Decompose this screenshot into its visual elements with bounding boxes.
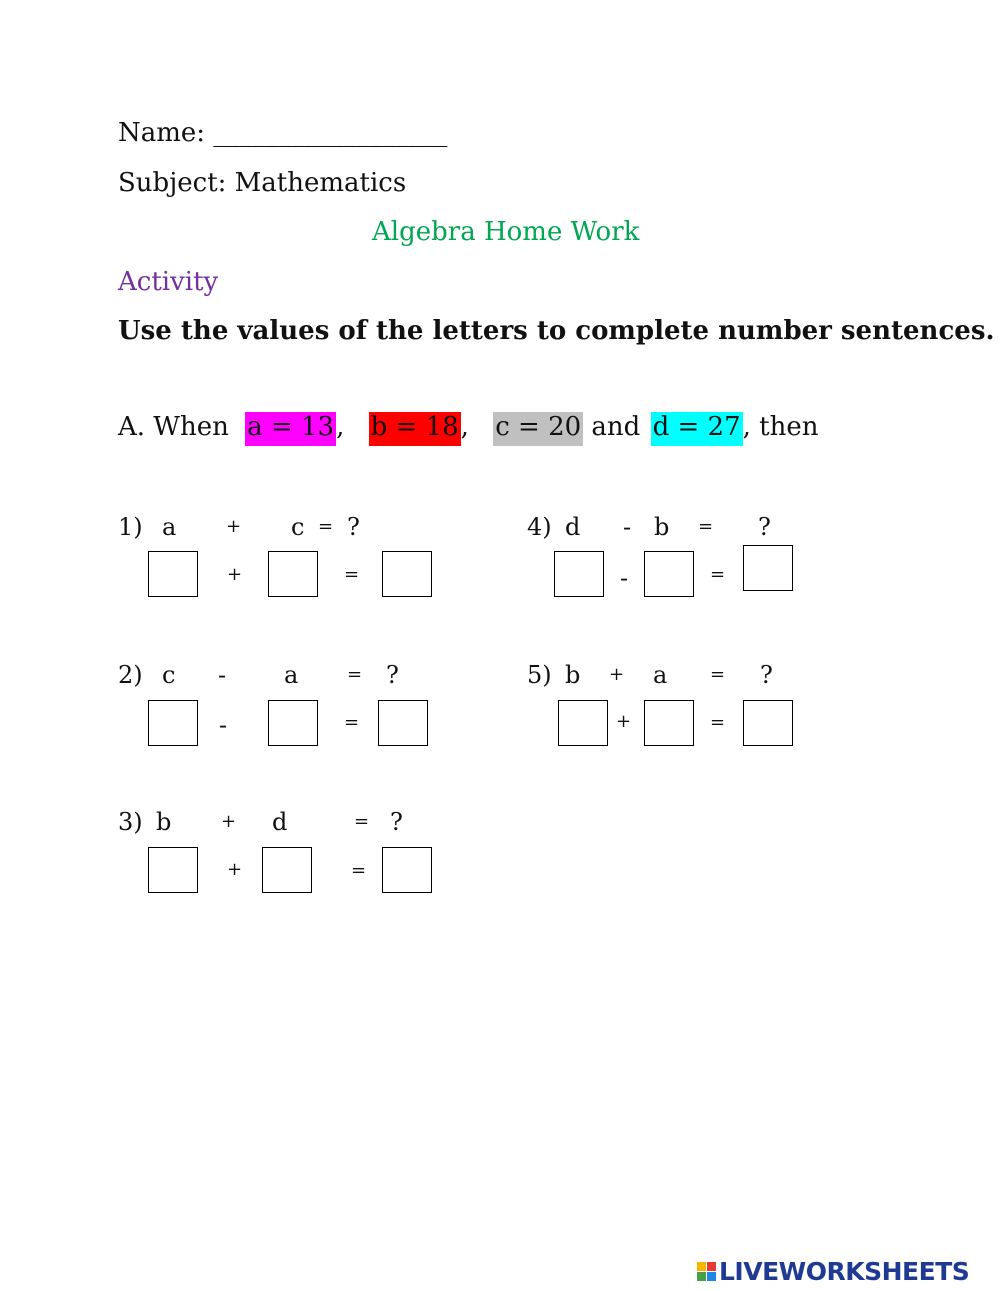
answer-box[interactable] — [148, 700, 198, 746]
problem-token: = — [710, 664, 726, 685]
answer-box[interactable] — [262, 847, 312, 893]
given-intro: A. When — [118, 412, 229, 442]
logo-mark-icon — [697, 1262, 716, 1281]
problem-token: = — [318, 516, 334, 537]
value-d-highlight: d = 27 — [651, 412, 743, 446]
brand-name: LIVEWORKSHEETS — [719, 1256, 970, 1286]
operator-sign: - — [620, 564, 629, 592]
problem-token: + — [226, 516, 242, 537]
problem-token: = — [354, 811, 370, 832]
problem-label: 2) — [118, 661, 143, 689]
problem-label: 5) — [527, 661, 552, 689]
answer-box[interactable] — [382, 551, 432, 597]
page-title: Algebra Home Work — [372, 217, 640, 247]
answer-box[interactable] — [268, 700, 318, 746]
comma: , — [336, 412, 345, 442]
instruction-text: Use the values of the letters to complete number sentences. — [118, 316, 995, 346]
operator-sign: + — [227, 859, 243, 880]
answer-box[interactable] — [743, 700, 793, 746]
problem-token: ? — [347, 513, 360, 541]
subject-line: Subject: Mathematics — [118, 168, 407, 198]
answer-box[interactable] — [554, 551, 604, 597]
problem-token: - — [623, 513, 632, 541]
problem-token: = — [698, 516, 714, 537]
problem-token: - — [218, 661, 227, 689]
answer-box[interactable] — [644, 551, 694, 597]
equals-sign: = — [351, 860, 367, 881]
answer-box[interactable] — [378, 700, 428, 746]
operator-sign: - — [219, 711, 228, 739]
problem-token: ? — [758, 513, 771, 541]
answer-box[interactable] — [382, 847, 432, 893]
answer-box[interactable] — [558, 700, 608, 746]
problem-token: a — [653, 661, 668, 689]
problem-token: d — [565, 513, 581, 541]
problem-token: + — [609, 664, 625, 685]
problem-token: d — [272, 808, 288, 836]
problem-label: 4) — [527, 513, 552, 541]
problem-label: 3) — [118, 808, 143, 836]
given-values-line — [118, 412, 818, 446]
comma: , — [460, 412, 469, 442]
value-c-highlight: c = 20 — [493, 412, 583, 446]
equals-sign: = — [344, 712, 360, 733]
equals-sign: = — [344, 564, 360, 585]
answer-box[interactable] — [268, 551, 318, 597]
problem-token: b — [156, 808, 172, 836]
value-a-highlight: a = 13 — [245, 412, 336, 446]
equals-sign: = — [710, 564, 726, 585]
problem-token: ? — [390, 808, 403, 836]
problem-token: ? — [760, 661, 773, 689]
problem-token: ? — [386, 661, 399, 689]
answer-box[interactable] — [148, 551, 198, 597]
problem-token: a — [284, 661, 299, 689]
operator-sign: + — [227, 564, 243, 585]
and-word: and — [591, 412, 641, 442]
problem-token: b — [565, 661, 581, 689]
problem-token: b — [654, 513, 670, 541]
answer-box[interactable] — [148, 847, 198, 893]
problem-token: = — [347, 664, 363, 685]
operator-sign: + — [616, 711, 632, 732]
then-word: , then — [742, 412, 819, 442]
problem-token: c — [162, 661, 176, 689]
problem-token: a — [162, 513, 177, 541]
problem-label: 1) — [118, 513, 143, 541]
answer-box[interactable] — [644, 700, 694, 746]
liveworksheets-logo — [697, 1256, 969, 1286]
problem-token: + — [221, 811, 237, 832]
problem-token: c — [291, 513, 305, 541]
value-b-highlight: b = 18 — [369, 412, 461, 446]
equals-sign: = — [710, 712, 726, 733]
activity-heading: Activity — [118, 267, 219, 297]
answer-box[interactable] — [743, 545, 793, 591]
name-line: Name: __________________ — [118, 118, 448, 148]
